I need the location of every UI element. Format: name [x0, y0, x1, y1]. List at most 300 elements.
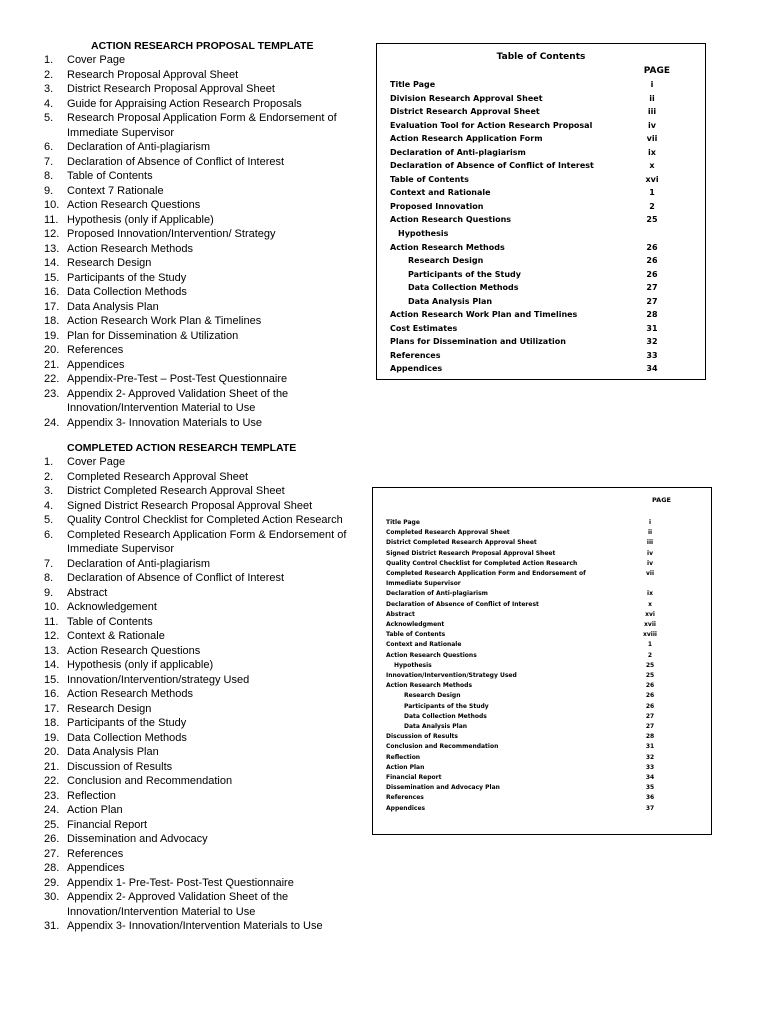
toc-entry-page: vii: [645, 570, 655, 578]
list-item: [44, 372, 374, 387]
list-item: [44, 876, 374, 891]
toc-entry-page: i: [650, 80, 654, 89]
toc-entry-page: 26: [646, 269, 658, 279]
toc-entry-page: xvi: [645, 174, 659, 184]
toc-entry-label: Acknowledgment: [386, 621, 445, 629]
toc-row: [390, 268, 667, 282]
toc-entry-label: Action Research Methods: [390, 242, 505, 252]
toc-entry-label: Discussion of Results: [386, 733, 458, 741]
item-number: 10.: [44, 199, 60, 211]
item-number: 31.: [44, 920, 60, 932]
toc-row: [386, 620, 665, 630]
item-number: 1.: [44, 456, 54, 468]
toc-entry-page: 26: [645, 692, 655, 700]
item-number: 7.: [44, 557, 54, 570]
toc-entry-label: Data Analysis Plan: [404, 723, 468, 731]
item-text: Conclusion and Recommendation: [67, 775, 233, 787]
toc-entry-page: 26: [646, 242, 658, 252]
list-item: [44, 600, 374, 615]
item-number: 13.: [44, 644, 60, 657]
toc-row: [386, 640, 665, 650]
toc-row: [386, 681, 665, 691]
toc-entry-label: Table of Contents: [390, 174, 469, 184]
toc-row: [390, 78, 667, 92]
list-item: [44, 470, 374, 485]
toc-entry-label: Dissemination and Advocacy Plan: [386, 784, 500, 792]
item-text: Quality Control Checklist for Completed Action Research: [67, 514, 343, 526]
list-item: [44, 731, 374, 746]
item-number: 29.: [44, 876, 60, 889]
list-item: [44, 629, 374, 644]
completed-template-list: [44, 441, 374, 934]
toc-entry-label: District Research Approval Sheet: [390, 107, 540, 117]
list-item: [44, 242, 374, 257]
list-item: [44, 256, 374, 271]
item-text: Signed District Research Proposal Approval Sheet: [67, 499, 313, 512]
toc-entry-page: 34: [645, 774, 655, 782]
item-text: Declaration of Anti-plagiarism: [67, 141, 211, 153]
toc-row: [390, 362, 667, 376]
toc-entry-label: Data Collection Methods: [404, 712, 487, 720]
item-text: Hypothesis (only if applicable): [67, 659, 214, 671]
item-number: 8.: [44, 170, 54, 182]
item-text: Financial Report: [67, 818, 148, 831]
list-item: [44, 455, 374, 470]
completed-table-of-contents: [372, 487, 712, 835]
toc-entry-page: 25: [645, 661, 655, 669]
toc-entry-label: Declaration of Absence of Conflict of Interest: [390, 161, 594, 171]
toc-row: [386, 610, 665, 620]
toc-entry-page: iv: [648, 120, 656, 130]
toc-entry-page: 31: [645, 743, 655, 751]
toc-row: [386, 630, 665, 640]
proposal-table-of-contents: [376, 43, 706, 380]
list-item: [44, 68, 374, 83]
item-text: Table of Contents: [67, 170, 153, 182]
toc-entry-label: References: [386, 794, 424, 802]
toc-row: [386, 569, 665, 579]
toc-row: [390, 308, 667, 322]
item-text: Appendix 3- Innovation/Intervention Materials to Use: [67, 920, 323, 932]
toc-row: [390, 146, 667, 160]
list-item: [44, 789, 374, 804]
item-number: 19.: [44, 329, 60, 342]
list-item: [44, 658, 374, 673]
toc-rows: [390, 78, 667, 376]
item-number: 3.: [44, 485, 54, 497]
toc-entry-label: Declaration of Anti-plagiarism: [390, 147, 526, 157]
toc-entry-page: 1: [647, 641, 653, 649]
toc-row: [390, 254, 667, 268]
toc-entry-page: 2: [647, 651, 653, 659]
toc-row: [386, 773, 665, 783]
toc-entry-page: 25: [646, 215, 658, 225]
item-text: Plan for Dissemination & Utilization: [67, 329, 239, 342]
item-text: Research Design: [67, 257, 152, 269]
toc-entry-label: Conclusion and Recommendation: [386, 743, 499, 751]
toc-row: [390, 186, 667, 200]
item-text: Action Research Work Plan & Timelines: [67, 315, 262, 327]
toc-entry-page: ix: [647, 590, 653, 598]
toc-entry-page: 28: [645, 733, 655, 741]
toc-entry-page: 27: [645, 723, 655, 731]
toc-entry-page: 28: [646, 310, 658, 320]
item-number: 23.: [44, 387, 60, 400]
item-text: Appendix 1- Pre-Test- Post-Test Questionnaire: [67, 876, 294, 889]
toc-entry-label: Cost Estimates: [390, 323, 458, 333]
toc-row: [390, 119, 667, 133]
toc-entry-label: Participants of the Study: [408, 269, 521, 279]
item-text: Research Proposal Approval Sheet: [67, 68, 239, 81]
item-text: Data Collection Methods: [67, 286, 187, 298]
item-text: Action Plan: [67, 804, 123, 816]
item-number: 27.: [44, 847, 60, 860]
item-number: 5.: [44, 112, 54, 124]
toc-entry-label: Participants of the Study: [404, 702, 489, 710]
item-text: Participants of the Study: [67, 717, 187, 729]
list-item: [44, 571, 374, 586]
item-number: 15.: [44, 673, 60, 686]
item-number: 13.: [44, 242, 60, 255]
toc-page-header: PAGE: [652, 496, 671, 504]
toc-row: [386, 804, 665, 814]
item-number: 20.: [44, 344, 60, 356]
toc-entry-label: Plans for Dissemination and Utilization: [390, 337, 566, 347]
toc-row: [390, 173, 667, 187]
item-text: Acknowledgement: [67, 601, 157, 613]
toc-entry-label: Hypothesis: [394, 661, 432, 669]
toc-entry-label: Research Design: [404, 692, 461, 700]
toc-row: [386, 742, 665, 752]
item-number: 20.: [44, 746, 60, 758]
toc-entry-label: Appendices: [390, 364, 443, 374]
toc-entry-page: 26: [646, 256, 658, 266]
toc-entry-label: Action Research Application Form: [390, 134, 543, 144]
item-text: Data Collection Methods: [67, 731, 187, 744]
toc-entry-label: Title Page: [390, 80, 436, 89]
item-number: 4.: [44, 97, 54, 110]
list-item: [44, 300, 374, 315]
toc-row: [386, 753, 665, 763]
list-item: [44, 82, 374, 97]
item-number: 5.: [44, 514, 54, 526]
item-text: Abstract: [67, 586, 108, 599]
list-item: [44, 861, 374, 876]
item-text: Cover Page: [67, 54, 126, 66]
item-number: 22.: [44, 373, 60, 385]
item-text: Cover Page: [67, 456, 126, 468]
toc-entry-label: Context and Rationale: [386, 641, 462, 649]
toc-row: [386, 600, 665, 610]
list-item: [44, 227, 374, 242]
item-text: Data Analysis Plan: [67, 746, 159, 758]
item-text: Proposed Innovation/Intervention/ Strategy: [67, 228, 276, 240]
toc-entry-page: 27: [645, 712, 655, 720]
list-item: [44, 513, 374, 528]
toc-entry-page: 37: [645, 804, 655, 812]
list-item: [44, 919, 374, 934]
toc-page-header: PAGE: [643, 66, 670, 76]
list-item: [44, 97, 374, 112]
item-number: 11.: [44, 213, 59, 226]
item-text: References: [67, 344, 124, 356]
item-text: Action Research Methods: [67, 242, 193, 255]
toc-entry-page: i: [648, 519, 652, 526]
toc-row: [386, 518, 665, 528]
toc-entry-label: References: [390, 350, 441, 360]
toc-entry-label: Action Plan: [386, 763, 425, 771]
item-number: 2.: [44, 68, 54, 81]
item-text: District Completed Research Approval Sheet: [67, 485, 285, 497]
item-text: Completed Research Approval Sheet: [67, 470, 248, 483]
item-number: 14.: [44, 257, 60, 269]
item-text: Reflection: [67, 789, 116, 802]
toc-row: [386, 651, 665, 661]
toc-entry-page: 26: [645, 702, 655, 710]
toc-entry-page: xvii: [644, 621, 656, 629]
toc-entry-label: Proposed Innovation: [390, 201, 484, 211]
toc-row: [386, 549, 665, 559]
toc-entry-page: 31: [646, 323, 658, 333]
list-item: [44, 847, 374, 862]
toc-row: [386, 712, 665, 722]
toc-entry-page: 27: [646, 283, 658, 293]
toc-row: [386, 528, 665, 538]
toc-entry-page: 32: [645, 753, 655, 761]
item-text: Declaration of Absence of Conflict of Interest: [67, 155, 285, 168]
item-number: 18.: [44, 717, 60, 729]
toc-entry-label: Abstract: [386, 610, 415, 618]
item-number: 6.: [44, 141, 54, 153]
toc-row: [386, 538, 665, 548]
item-number: 7.: [44, 155, 54, 168]
toc-row: [390, 159, 667, 173]
toc-entry-page: 35: [645, 784, 655, 792]
toc-entry-label: Action Research Questions: [390, 215, 512, 225]
toc-entry-label: Table of Contents: [386, 631, 446, 639]
item-number: 8.: [44, 572, 54, 584]
toc-entry-page: 33: [646, 350, 658, 360]
proposal-template-heading: ACTION RESEARCH PROPOSAL TEMPLATE: [91, 40, 314, 52]
list-item: [44, 140, 374, 155]
toc-row: [386, 702, 665, 712]
item-text: Research Proposal Application Form & Endorsement of Immediate Supervisor: [67, 112, 337, 139]
toc-row: [386, 589, 665, 599]
item-text: Data Analysis Plan: [67, 300, 159, 313]
item-text: Dissemination and Advocacy: [67, 833, 208, 845]
list-item: [44, 169, 374, 184]
proposal-items: [44, 53, 374, 430]
toc-title: Table of Contents: [496, 52, 586, 62]
toc-row: [386, 783, 665, 793]
list-item: [44, 343, 374, 358]
toc-entry-page: 34: [646, 364, 658, 374]
item-text: Action Research Questions: [67, 644, 201, 657]
list-item: [44, 271, 374, 286]
toc-row: [386, 763, 665, 773]
item-number: 15.: [44, 271, 60, 284]
toc-entry-page: 32: [646, 337, 658, 347]
list-item: [44, 184, 374, 199]
list-item: [44, 716, 374, 731]
list-item: [44, 644, 374, 659]
item-number: 14.: [44, 659, 60, 671]
item-number: 2.: [44, 470, 54, 483]
toc-row: [390, 227, 667, 241]
list-item: [44, 818, 374, 833]
item-text: Participants of the Study: [67, 271, 187, 284]
toc-entry-page: 25: [645, 672, 655, 680]
list-item: [44, 155, 374, 170]
item-number: 12.: [44, 228, 60, 240]
toc-entry-page: [637, 227, 667, 241]
list-item: [44, 774, 374, 789]
toc-entry-page: x: [649, 161, 655, 171]
item-number: 30.: [44, 891, 60, 903]
toc-row: [390, 213, 667, 227]
item-number: 18.: [44, 315, 60, 327]
toc-entry-page: ii: [647, 529, 653, 537]
toc-row: [390, 335, 667, 349]
toc-entry-page: 36: [645, 794, 655, 802]
toc-entry-label: Evaluation Tool for Action Research Proposal: [390, 120, 593, 130]
list-item: [44, 760, 374, 775]
item-text: References: [67, 847, 124, 860]
item-number: 3.: [44, 83, 54, 95]
toc-entry-label: Research Design: [408, 256, 484, 266]
list-item: [44, 702, 374, 717]
item-number: 26.: [44, 833, 60, 845]
item-text: Appendices: [67, 862, 125, 874]
toc-entry-page: 1: [649, 188, 655, 198]
item-number: 24.: [44, 804, 60, 816]
toc-row: [390, 200, 667, 214]
list-item: [44, 528, 374, 557]
toc-entry-label: Immediate Supervisor: [386, 580, 461, 588]
toc-entry-page: x: [648, 600, 652, 608]
item-text: Table of Contents: [67, 615, 153, 628]
item-number: 22.: [44, 775, 60, 787]
toc-row: [390, 241, 667, 255]
toc-entry-label: Title Page: [386, 519, 420, 526]
completed-template-heading: COMPLETED ACTION RESEARCH TEMPLATE: [67, 442, 297, 454]
toc-entry-page: ix: [648, 147, 656, 157]
toc-entry-label: Division Research Approval Sheet: [390, 93, 543, 103]
toc-entry-label: Declaration of Anti-plagiarism: [386, 590, 488, 598]
toc-entry-label: Completed Research Approval Sheet: [386, 529, 510, 537]
toc-row: [390, 322, 667, 336]
toc-entry-label: Innovation/Intervention/Strategy Used: [386, 672, 517, 680]
item-text: Context 7 Rationale: [67, 184, 164, 197]
item-text: Discussion of Results: [67, 760, 173, 773]
item-number: 16.: [44, 286, 60, 298]
toc-row: [390, 349, 667, 363]
list-item: [44, 499, 374, 514]
proposal-template-list: [44, 39, 374, 430]
toc-entry-label: Hypothesis: [398, 229, 449, 239]
list-item: [44, 387, 374, 416]
item-number: 28.: [44, 862, 60, 874]
list-item: [44, 890, 374, 919]
toc-entry-page: xviii: [643, 631, 657, 639]
list-item: [44, 53, 374, 68]
item-number: 21.: [44, 358, 60, 371]
list-item: [44, 615, 374, 630]
item-text: Appendix 2- Approved Validation Sheet of the Innovation/Intervention Material to Use: [67, 387, 289, 414]
list-item: [44, 358, 374, 373]
toc-row: [390, 281, 667, 295]
completed-items: [44, 455, 374, 934]
item-text: Research Design: [67, 702, 152, 715]
item-text: Hypothesis (only if Applicable): [67, 213, 214, 226]
list-item: [44, 803, 374, 818]
toc-entry-label: Completed Research Application Form and Endorsement of: [386, 570, 586, 578]
item-number: 4.: [44, 499, 54, 512]
toc-entry-label: Action Research Work Plan and Timelines: [390, 310, 578, 320]
list-item: [44, 484, 374, 499]
toc-row: [386, 661, 665, 671]
toc-entry-label: Appendices: [386, 804, 426, 812]
item-text: District Research Proposal Approval Sheet: [67, 83, 275, 95]
item-number: 10.: [44, 601, 60, 613]
item-number: 9.: [44, 586, 54, 599]
item-number: 12.: [44, 630, 60, 642]
list-item: [44, 285, 374, 300]
toc-row: [386, 671, 665, 681]
list-item: [44, 832, 374, 847]
toc-row: [390, 295, 667, 309]
list-item: [44, 586, 374, 601]
item-text: Innovation/Intervention/strategy Used: [67, 673, 250, 686]
item-number: 11.: [44, 615, 59, 628]
item-number: 1.: [44, 54, 54, 66]
toc-entry-label: Action Research Methods: [386, 682, 473, 690]
item-text: Action Research Questions: [67, 199, 201, 211]
list-item: [44, 416, 374, 431]
toc-entry-label: Declaration of Absence of Conflict of Interest: [386, 600, 539, 608]
toc-entry-label: Context and Rationale: [390, 188, 491, 198]
toc-row: [386, 722, 665, 732]
toc-entry-page: iii: [647, 107, 657, 117]
toc-entry-page: ii: [649, 93, 655, 103]
item-text: Appendix 2- Approved Validation Sheet of the Innovation/Intervention Material to Use: [67, 891, 289, 918]
item-number: 6.: [44, 528, 54, 541]
item-text: Action Research Methods: [67, 688, 193, 700]
item-number: 21.: [44, 760, 60, 773]
toc-row: [386, 793, 665, 803]
item-text: Appendices: [67, 358, 125, 371]
list-item: [44, 687, 374, 702]
toc-row: [390, 92, 667, 106]
list-item: [44, 314, 374, 329]
toc-row: [386, 579, 665, 589]
toc-entry-label: Action Research Questions: [386, 651, 477, 659]
toc-entry-label: Signed District Research Proposal Approval Sheet: [386, 549, 556, 557]
toc-row: [390, 105, 667, 119]
item-number: 19.: [44, 731, 60, 744]
toc-entry-page: iii: [646, 539, 654, 547]
toc-row: [386, 732, 665, 742]
item-number: 23.: [44, 789, 60, 802]
toc-row: [390, 132, 667, 146]
item-text: Declaration of Absence of Conflict of Interest: [67, 572, 285, 584]
toc-entry-label: Reflection: [386, 753, 421, 761]
toc-row: [386, 691, 665, 701]
toc-entry-page: [635, 579, 665, 589]
list-item: [44, 329, 374, 344]
toc-entry-page: 26: [645, 682, 655, 690]
item-number: 25.: [44, 818, 60, 831]
